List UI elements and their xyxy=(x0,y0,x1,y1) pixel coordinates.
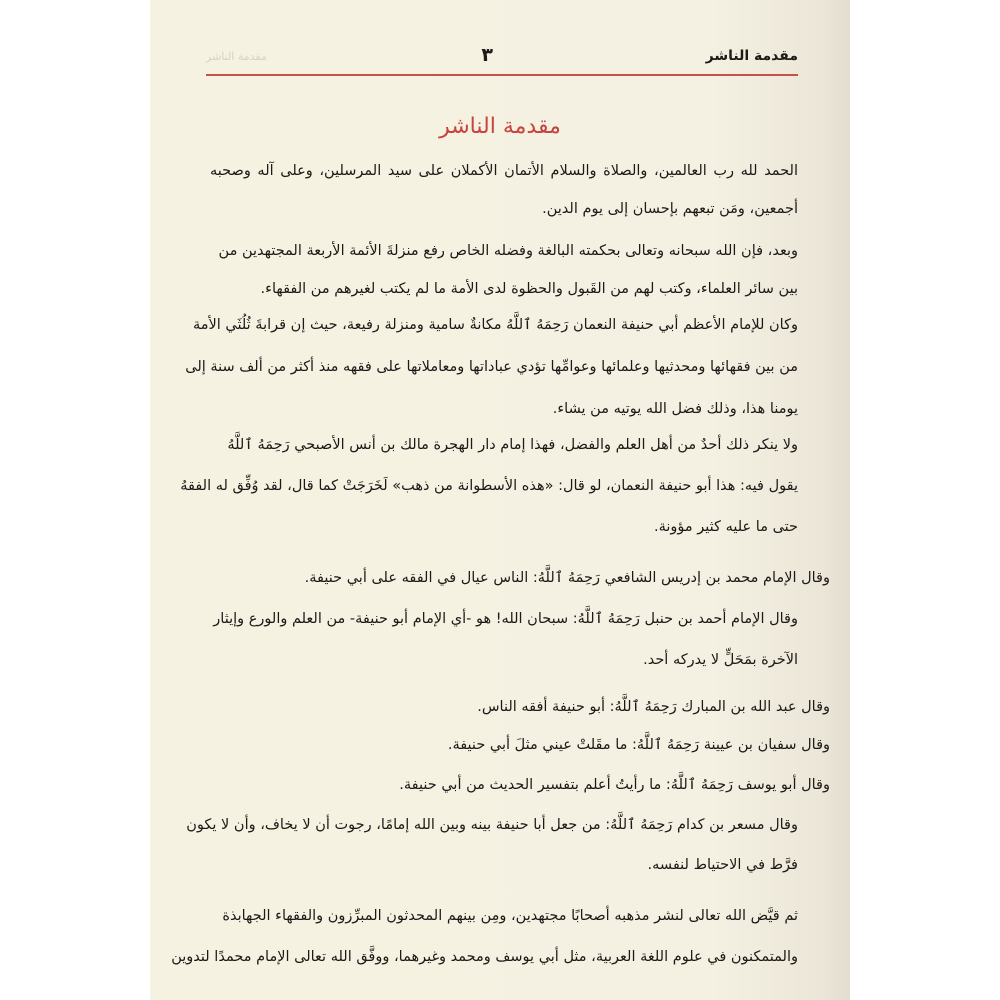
body-line: الحمد لله رب العالمين، والصلاة والسلام الأتمان الأكملان على سيد المرسلين، وعلى آله وصحبه xyxy=(210,163,798,179)
bleed-through-header: مقدمة الناشر xyxy=(206,50,267,63)
header-rule xyxy=(206,74,798,76)
body-line: أجمعين، ومَن تبعهم بإحسان إلى يوم الدين. xyxy=(542,201,798,217)
body-line: وقال سفيان بن عيينة رَحِمَهُ ٱللَّهُ: ما مقَلتْ عيني مثلَ أبي حنيفة. xyxy=(447,737,830,753)
body-line: وقال أبو يوسف رَحِمَهُ ٱللَّهُ: ما رأيتُ أعلم بتفسير الحديث من أبي حنيفة. xyxy=(399,777,830,793)
body-line: الآخرة بمَحَلٍّ لا يدركه أحد. xyxy=(643,652,798,668)
body-line: يقول فيه: هذا أبو حنيفة النعمان، لو قال: «هذه الأسطوانة من ذهب» لَخَرَجَتْ كما قال، لقد وُفِّق له الفقهُ xyxy=(180,478,798,494)
body-line: وكان للإمام الأعظم أبي حنيفة النعمان رَحِمَهُ ٱللَّهُ مكانةٌ سامية ومنزلة رفيعة، حيث إن قرابةَ ثُلُثَي الأمة xyxy=(192,317,798,333)
body-line: ولا ينكر ذلك أحدٌ من أهل العلم والفضل، فهذا إمام دار الهجرة مالك بن أنس الأصبحي رَحِمَهُ ٱللَّهُ xyxy=(227,437,798,453)
body-line: حتى ما عليه كثير مؤونة. xyxy=(654,519,798,535)
body-line: يومنا هذا، وذلك فضل الله يوتيه من يشاء. xyxy=(552,401,798,417)
page-number: ٣ xyxy=(481,44,493,66)
body-line: من بين فقهائها ومحدثيها وعلمائها وعوامِّها تؤدي عباداتها ومعاملاتها على فقهه منذ أكثر من ألف سنة إلى xyxy=(185,359,798,375)
body-line: وقال عبد الله بن المبارك رَحِمَهُ ٱللَّهُ: أبو حنيفة أفقه الناس. xyxy=(477,699,830,715)
book-page xyxy=(150,0,850,1000)
body-line: بين سائر العلماء، وكتب لهم من القَبول والحظوة لدى الأمة ما لم يكتب لغيرهم من الفقهاء. xyxy=(260,281,798,297)
running-header-title: مقدمة الناشر xyxy=(705,48,798,64)
body-line: وبعد، فإن الله سبحانه وتعالى بحكمته البالغة وفضله الخاص رفع منزلةَ الأئمة الأربعة المجتهدين من xyxy=(218,243,798,259)
body-line: وقال مسعر بن كدام رَحِمَهُ ٱللَّهُ: من جعل أبا حنيفة بينه وبين الله إمامًا، رجوت أن لا يخاف، وأن لا يكون xyxy=(186,817,798,833)
body-line: والمتمكنون في علوم اللغة العربية، مثل أبي يوسف ومحمد وغيرهما، ووفَّق الله تعالى الإمام محمدًا لتدوين xyxy=(171,949,798,965)
section-title: مقدمة الناشر xyxy=(439,114,561,139)
body-line: وقال الإمام محمد بن إدريس الشافعي رَحِمَهُ ٱللَّهُ: الناس عيال في الفقه على أبي حنيفة. xyxy=(304,570,830,586)
body-line: فرَّط في الاحتياط لنفسه. xyxy=(647,857,798,873)
running-header xyxy=(206,44,798,72)
body-line: ثم قيَّض الله تعالى لنشر مذهبه أصحابًا مجتهدين، ومِن بينهم المحدثون المبرِّزون والفقهاء الجهابذة xyxy=(222,908,798,924)
body-line: وقال الإمام أحمد بن حنبل رَحِمَهُ ٱللَّهُ: سبحان الله! هو -أي الإمام أبو حنيفة- من العلم والورع وإيثار xyxy=(213,611,798,627)
